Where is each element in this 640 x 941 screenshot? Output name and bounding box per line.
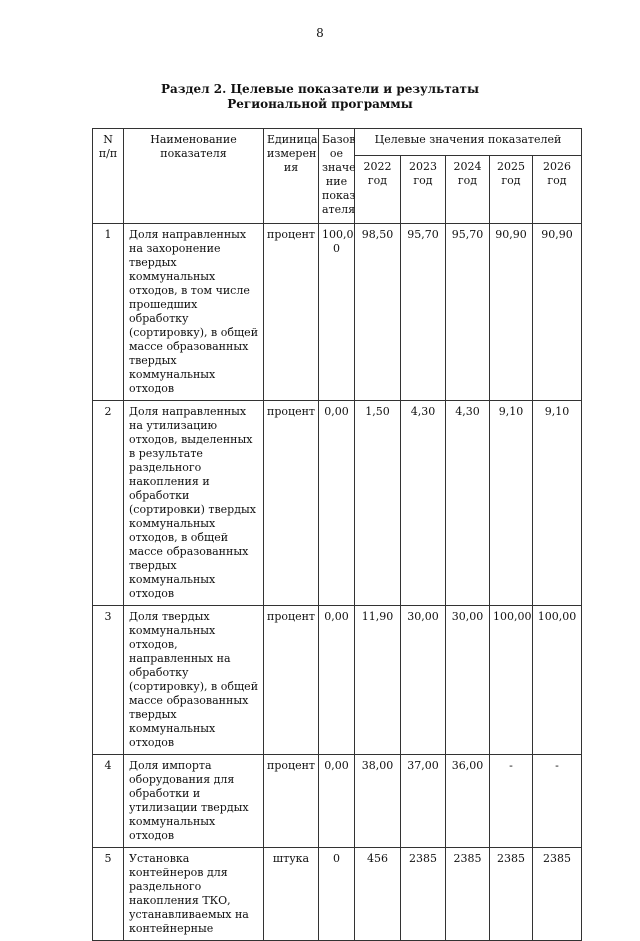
row-num: 4	[93, 755, 124, 848]
row-value: -	[490, 755, 533, 848]
row-value: 95,70	[401, 224, 446, 401]
header-year: 2026 год	[533, 156, 582, 224]
row-unit: процент	[264, 224, 319, 401]
row-value: 1,50	[355, 401, 401, 606]
row-value: 9,10	[533, 401, 582, 606]
row-unit: процент	[264, 606, 319, 755]
header-year: 2023 год	[401, 156, 446, 224]
row-value: 30,00	[401, 606, 446, 755]
row-value: 98,50	[355, 224, 401, 401]
header-year: 2024 год	[446, 156, 490, 224]
row-unit: процент	[264, 755, 319, 848]
row-value: 2385	[533, 848, 582, 941]
row-value: 9,10	[490, 401, 533, 606]
header-unit: Единица измерен ия	[264, 129, 319, 224]
row-value: 37,00	[401, 755, 446, 848]
row-value: 11,90	[355, 606, 401, 755]
header-year: 2025 год	[490, 156, 533, 224]
page-number: 8	[316, 26, 324, 40]
row-value: 456	[355, 848, 401, 941]
row-num: 1	[93, 224, 124, 401]
header-name: Наименование показателя	[124, 129, 264, 224]
row-unit: штука	[264, 848, 319, 941]
table-row	[93, 606, 582, 755]
row-value: 95,70	[446, 224, 490, 401]
row-base: 0,00	[319, 755, 355, 848]
header-targets: Целевые значения показателей	[355, 129, 582, 156]
row-value: 100,00	[490, 606, 533, 755]
row-name: Доля направленных на утилизацию отходов, выделенных в результате раздельного накопления и обработки (сортировки) твердых коммунальных отходов, в общей массе образованных твердых коммунальных отходов	[124, 401, 264, 606]
row-value: 2385	[401, 848, 446, 941]
row-value: 4,30	[401, 401, 446, 606]
table-row	[93, 401, 582, 606]
row-value: 38,00	[355, 755, 401, 848]
row-base: 0	[319, 848, 355, 941]
row-base: 0,00	[319, 401, 355, 606]
row-value: 4,30	[446, 401, 490, 606]
row-value: 30,00	[446, 606, 490, 755]
section-title-line2: Региональной программы	[227, 97, 413, 111]
row-num: 3	[93, 606, 124, 755]
row-base: 100,0 0	[319, 224, 355, 401]
row-base: 0,00	[319, 606, 355, 755]
row-name: Доля импорта оборудования для обработки и утилизации твердых коммунальных отходов	[124, 755, 264, 848]
table-row	[93, 848, 582, 941]
row-value: 90,90	[533, 224, 582, 401]
row-value: 2385	[446, 848, 490, 941]
row-value: 90,90	[490, 224, 533, 401]
row-value: -	[533, 755, 582, 848]
header-base: Базов ое значе ние показ ателя	[319, 129, 355, 224]
row-name: Доля направленных на захоронение твердых коммунальных отходов, в том числе прошедших обработку (сортировку), в общей массе образованных твердых коммунальных отходов	[124, 224, 264, 401]
header-row-1	[93, 129, 582, 156]
section-title-line1: Раздел 2. Целевые показатели и результаты	[161, 82, 479, 96]
row-value: 100,00	[533, 606, 582, 755]
indicators-table	[92, 128, 582, 941]
table-row	[93, 224, 582, 401]
header-year: 2022 год	[355, 156, 401, 224]
header-num: N п/п	[93, 129, 124, 224]
section-title	[0, 82, 640, 112]
row-value: 36,00	[446, 755, 490, 848]
row-num: 5	[93, 848, 124, 941]
row-name: Установка контейнеров для раздельного накопления ТКО, устанавливаемых на контейнерные	[124, 848, 264, 941]
table-row	[93, 755, 582, 848]
row-value: 2385	[490, 848, 533, 941]
row-name: Доля твердых коммунальных отходов, направленных на обработку (сортировку), в общей массе образованных твердых коммунальных отходов	[124, 606, 264, 755]
row-unit: процент	[264, 401, 319, 606]
row-num: 2	[93, 401, 124, 606]
